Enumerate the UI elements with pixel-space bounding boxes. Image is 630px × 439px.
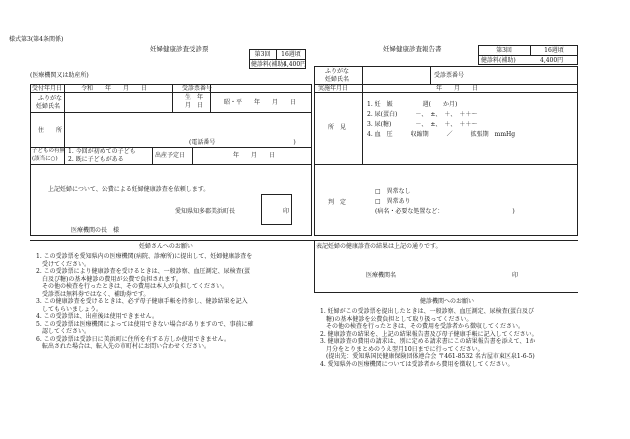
notice-right-title: 健診機関へのお願い (420, 298, 475, 305)
judgment-normal-checkbox[interactable]: □ 異常なし (375, 188, 411, 195)
notice-right-line: 3. 健康診査の費用の請求は、別に定める請求書にこの結果報告書を添えて、1か (320, 338, 536, 345)
children-option-2[interactable]: 2. 既に子どもがある (68, 156, 124, 163)
notice-right-line: その他の検査を行ったときは、その費用を受診者から徴収してください。 (320, 323, 525, 330)
request-text: 上記妊婦について、公費による妊婦健康診査を依頼します。 (48, 186, 210, 193)
birth-label: 生 年 月 日 (185, 94, 204, 110)
notice-left-line: 認してください。 (36, 328, 91, 335)
right-fee-label: 健診料(補助) (481, 57, 516, 64)
notice-left-line: 受診票は無料券ではなく、補助券です。 (36, 290, 150, 298)
left-fee-label: 健診料(補助) (251, 61, 286, 68)
judgment-details: (病名・必要な処置など： ) (375, 208, 515, 215)
notice-left-title: 妊婦さんへのお願い (139, 243, 193, 250)
institution-label: (医療機関又は助産所) (30, 72, 89, 79)
report-text: 表記妊婦の健康診査の結果は上記の通りです。 (316, 243, 442, 250)
left-number-label: 第3回 (254, 51, 271, 58)
notice-left-list (36, 253, 312, 351)
addressee: 医療機関の長 様 (71, 227, 120, 234)
right-pregnant-name-label: 妊婦氏名 (325, 76, 350, 83)
form-number: 様式第3(第4条関係) (9, 36, 64, 43)
children-label: 子どもの有無 (該当に○) (32, 148, 66, 162)
notice-left-line: 2. この受診票により健康診査を受けるときは、一般診察、血圧測定、尿検査(蛋 (36, 268, 250, 275)
notice-left-line: その他の検査を行ったときは、その費用は本人が負担してください。 (36, 283, 229, 290)
finding-urine-protein: 2. 尿(蛋白) －、 ±、 ＋、 ＋＋～ (367, 111, 478, 118)
notice-right-line: 糖)の基本健診を公費負担として取り扱ってください。 (320, 315, 473, 323)
left-form-title: 妊婦健康診査受診票 (150, 45, 209, 53)
left-fee-amount: 4,400円 (283, 61, 307, 68)
left-week-label: 16週頃 (281, 51, 301, 58)
due-date-value: 年 月 日 (233, 152, 276, 159)
furigana-label: ふりがな (38, 95, 63, 102)
finding-pregnancy-weeks: 1. 妊 娠 週( か月) (367, 101, 458, 108)
notice-left-line: 1. この受診票を愛知県内の医療機関(病院、診療所)に提出して、妊婦健康診査を (36, 253, 253, 260)
notice-left-line: 3. この健康診査を受けるときは、必ず母子健康手帳を持参し、健診結果を記入 (36, 298, 248, 305)
notice-right-line: 2. 健康診査の結果を、上記の結果報告書及び母子健康手帳に記入してください。 (320, 330, 538, 338)
children-option-1[interactable]: 1. 今回が初めての子ども (68, 148, 136, 155)
notice-left-line: 転出された場合は、転入先の市町村にお問い合わせください。 (36, 343, 211, 350)
notice-left-line: 5. この受診票は医療機関によっては使用できない場合がありますので、事前に確 (36, 320, 254, 328)
notice-right-line: 1. 妊婦がこの受診票を提出したときは、一般診察、血圧測定、尿検査(蛋白及び (320, 308, 534, 315)
judgment-label: 判 定 (328, 199, 347, 206)
pregnant-name-label: 妊婦氏名 (36, 103, 61, 110)
notice-left-line: 4. この受診票は、出産後は使用できません。 (36, 313, 158, 320)
visit-date-value: 令和 年 月 日 (81, 85, 148, 92)
notice-right-line: (提出先：愛知県国民健康保険団体連合会 〒461-8532 名古屋市東区泉1-6-5) (320, 353, 535, 360)
notice-right-line: 月分をとりまとめのうえ翌月10日までに行ってください。 (320, 345, 484, 353)
right-form-title: 妊婦健康診査報告書 (383, 45, 442, 53)
notice-right-list (320, 308, 578, 368)
notice-left-line: してもらいましょう。 (36, 305, 103, 313)
birth-value: 昭・平 年 月 日 (224, 99, 297, 106)
report-seal-label: 印 (512, 272, 519, 279)
phone-label: (電話番号 ) (189, 139, 296, 146)
mayor-seal-label: 印 (283, 208, 290, 215)
findings-label: 所 見 (328, 124, 347, 131)
due-date-label: 出産予定日 (155, 152, 186, 159)
report-institution-label: 医療機関名 (366, 272, 397, 279)
ticket-number-label: 受診票番号 (182, 85, 213, 92)
visit-date-label: 受付年月日 (32, 85, 63, 92)
notice-left-line: 受けてください。 (36, 260, 91, 268)
finding-blood-pressure: 4. 血 圧 収縮期 ／ 拡張期 mmHg (367, 131, 516, 138)
notice-left-line: 6. この受診票は受診日に美浜町に住所を有する方しか使用できません。 (36, 335, 230, 343)
right-furigana-label: ふりがな (325, 68, 350, 75)
notice-left-line: 白及び糖)の基本健診の費用が公費で負担されます。 (36, 275, 182, 283)
finding-urine-sugar: 3. 尿(糖) －、 ±、 ＋、 ＋＋～ (367, 121, 478, 128)
mayor-text: 愛知県知多郡美浜町長 (175, 208, 236, 215)
address-label: 住 所 (38, 127, 63, 134)
right-ticket-number-label: 受診票番号 (434, 72, 465, 79)
judgment-abnormal-checkbox[interactable]: □ 異常あり (375, 198, 411, 205)
exam-date-value: 年 月 日 (436, 85, 479, 92)
right-week-label: 16週頃 (544, 47, 564, 54)
exam-date-label: 実施年月日 (318, 85, 349, 92)
right-fee-amount: 4,400円 (540, 57, 564, 64)
right-number-label: 第3回 (496, 47, 512, 54)
notice-right-line: 4. 愛知県外の医療機関については受診者から費用を徴収してください。 (320, 360, 514, 368)
